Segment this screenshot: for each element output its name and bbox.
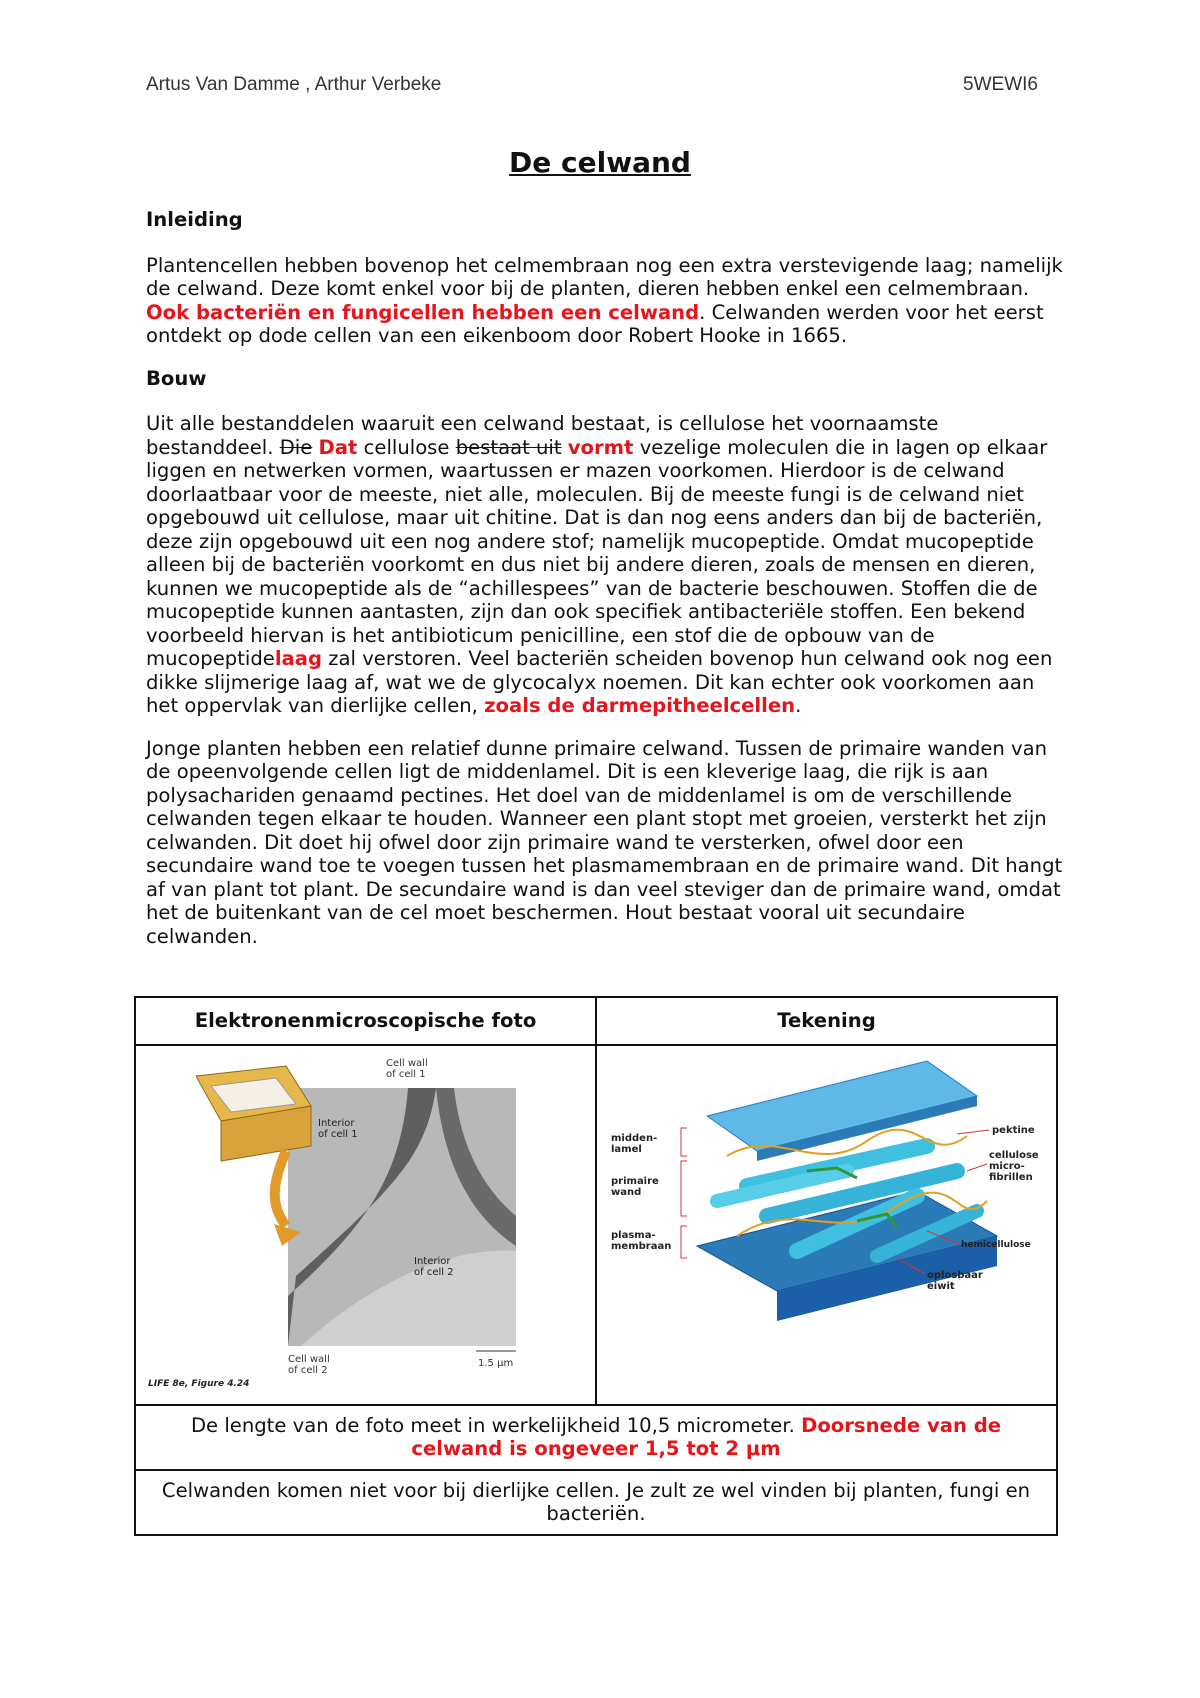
label-cellulose-1: cellulose xyxy=(988,1150,1039,1161)
label-hemicellulose: hemicellulose xyxy=(960,1240,1031,1250)
strikethrough-text: Die xyxy=(279,435,313,459)
label-interior-2: Interior xyxy=(414,1256,451,1267)
red-annotation: Dat xyxy=(318,435,358,459)
label-scale: 1.5 μm xyxy=(478,1358,514,1369)
text: Plantencellen hebben bovenop het celmembraan nog een extra verstevigende laag; namelijk de celwand. Deze komt enkel voor bij de planten, dieren hebben enkel een celmembraan. xyxy=(146,253,1063,300)
label-interior-2b: of cell 2 xyxy=(414,1267,454,1278)
text: cellulose xyxy=(357,435,456,459)
heading-inleiding: Inleiding xyxy=(146,208,243,231)
red-annotation: Ook bacteriën en fungicellen hebben een celwand xyxy=(146,300,700,324)
document-body xyxy=(146,208,1066,967)
paragraph-inleiding xyxy=(146,254,1066,348)
leader-line xyxy=(967,1164,987,1171)
label-cell-wall-2: Cell wall xyxy=(288,1354,330,1365)
em-photo-cell xyxy=(135,1045,596,1405)
paragraph-bouw xyxy=(146,412,1066,718)
text: zal verstoren. Veel bacteriën scheiden bovenop hun celwand ook nog een dikke slijmerige laag af, wat we de glycocalyx noemen. Dit kan echter ook voorkomen aan het oppervlak van dierlijke cellen, xyxy=(146,647,1053,717)
text: . Celwanden werden voor het eerst ontdekt op dode cellen van een eikenboom door Robert Hooke in 1665. xyxy=(146,300,1044,347)
cell-wall-drawing xyxy=(597,1046,1055,1398)
text: Uit alle bestanddelen waaruit een celwand bestaat, is cellulose het voornaamste bestanddeel. xyxy=(146,412,939,459)
arrow-shaft xyxy=(275,1151,286,1226)
label-cell-wall-2b: of cell 2 xyxy=(288,1365,328,1376)
label-oplosbaar-2: eiwit xyxy=(926,1281,955,1292)
label-cellulose-2: micro- xyxy=(988,1161,1025,1172)
red-annotation: Doorsnede van de celwand is ongeveer 1,5 tot 2 μm xyxy=(411,1413,1002,1460)
text: . xyxy=(795,694,802,717)
caption-occurrence: Celwanden komen niet voor bij dierlijke cellen. Je zult ze wel vinden bij planten, fungi en bacteriën. xyxy=(135,1470,1057,1535)
label-primaire-2: wand xyxy=(610,1187,642,1198)
caption-measurement xyxy=(135,1405,1057,1470)
page-title: De celwand xyxy=(509,146,691,179)
label-plasma: plasma- xyxy=(610,1230,656,1241)
red-annotation: laag xyxy=(274,647,323,670)
header-class: 5WEWI6 xyxy=(963,74,1038,95)
em-photo xyxy=(136,1046,594,1398)
label-middenlamel: midden- xyxy=(610,1133,658,1144)
text: De lengte van de foto meet in werkelijkheid 10,5 micrometer. xyxy=(190,1413,802,1437)
text: vezelige moleculen die in lagen op elkaar liggen en netwerken vormen, waartussen er mazen voorkomen. Hierdoor is de celwand doorlaatbaar voor de meeste, niet alle, moleculen. Bij de meeste fungi is de celwand niet opgebouwd uit cellulose, maar uit chitine. Dat is dan nog eens anders dan bij de bacteriën, deze zijn opgebouwd uit een nog andere stof; namelijk mucopeptide. Omdat mucopeptide alleen bij de bacteriën voorkomt en dus niet bij andere dieren, zoals de mensen en dieren, kunnen we mucopeptide als de “achillespees” van de bacterie beschouwen. Stoffen die de mucopeptide kunnen aantasten, zijn dan ook specifiek antibacteriële stoffen. Een bekend voorbeeld hiervan is het antibioticum penicilline, een stof die de opbouw van de mucopeptide xyxy=(146,435,1048,670)
label-pektine: pektine xyxy=(991,1125,1035,1136)
table-header-drawing: Tekening xyxy=(596,997,1057,1045)
table-header-photo: Elektronenmicroscopische foto xyxy=(135,997,596,1045)
page-header xyxy=(146,74,1038,98)
label-cellulose-3: fibrillen xyxy=(988,1172,1033,1183)
figure-table xyxy=(134,996,1058,1536)
label-primaire: primaire xyxy=(610,1176,659,1187)
paragraph-secundaire-wand: Jonge planten hebben een relatief dunne primaire celwand. Tussen de primaire wanden van de opeenvolgende cellen ligt de middenlamel. Dit is een kleverige laag, die rijk is aan polysachariden genaamd pectines. Het doel van de middenlamel is om de verschillende celwanden tegen elkaar te houden. Wanneer een plant stopt met groeien, versterkt het zijn celwanden. Dit doet hij ofwel door zijn primaire wand te versterken, ofwel door een secundaire wand toe te voegen tussen het plasmamembraan en de primaire wand. Dit hangt af van plant tot plant. De secundaire wand is dan veel steviger dan de primaire wand, omdat het de buitenkant van de cel moet beschermen. Hout bestaat vooral uit secundaire celwanden. xyxy=(146,736,1063,948)
label-figure-source: LIFE 8e, Figure 4.24 xyxy=(148,1379,250,1389)
label-plasma-2: membraan xyxy=(610,1241,672,1252)
bracket-primaire xyxy=(681,1161,687,1216)
label-oplosbaar: oplosbaar xyxy=(926,1270,983,1281)
header-authors: Artus Van Damme , Arthur Verbeke xyxy=(146,74,442,95)
label-interior-1b: of cell 1 xyxy=(318,1129,358,1140)
leader-line xyxy=(957,1130,989,1134)
drawing-cell xyxy=(596,1045,1057,1405)
bracket-middenlamel xyxy=(681,1128,687,1156)
label-cell-wall-1b: of cell 1 xyxy=(386,1069,426,1080)
label-interior-1: Interior xyxy=(318,1118,355,1129)
red-annotation: vormt xyxy=(567,435,634,459)
red-annotation: zoals de darmepitheelcellen xyxy=(484,694,796,717)
label-cell-wall-1: Cell wall xyxy=(386,1058,428,1069)
strikethrough-text: bestaat uit xyxy=(455,435,562,459)
heading-bouw: Bouw xyxy=(146,366,207,390)
bracket-plasma xyxy=(681,1226,687,1258)
label-middenlamel-2: lamel xyxy=(610,1144,642,1155)
